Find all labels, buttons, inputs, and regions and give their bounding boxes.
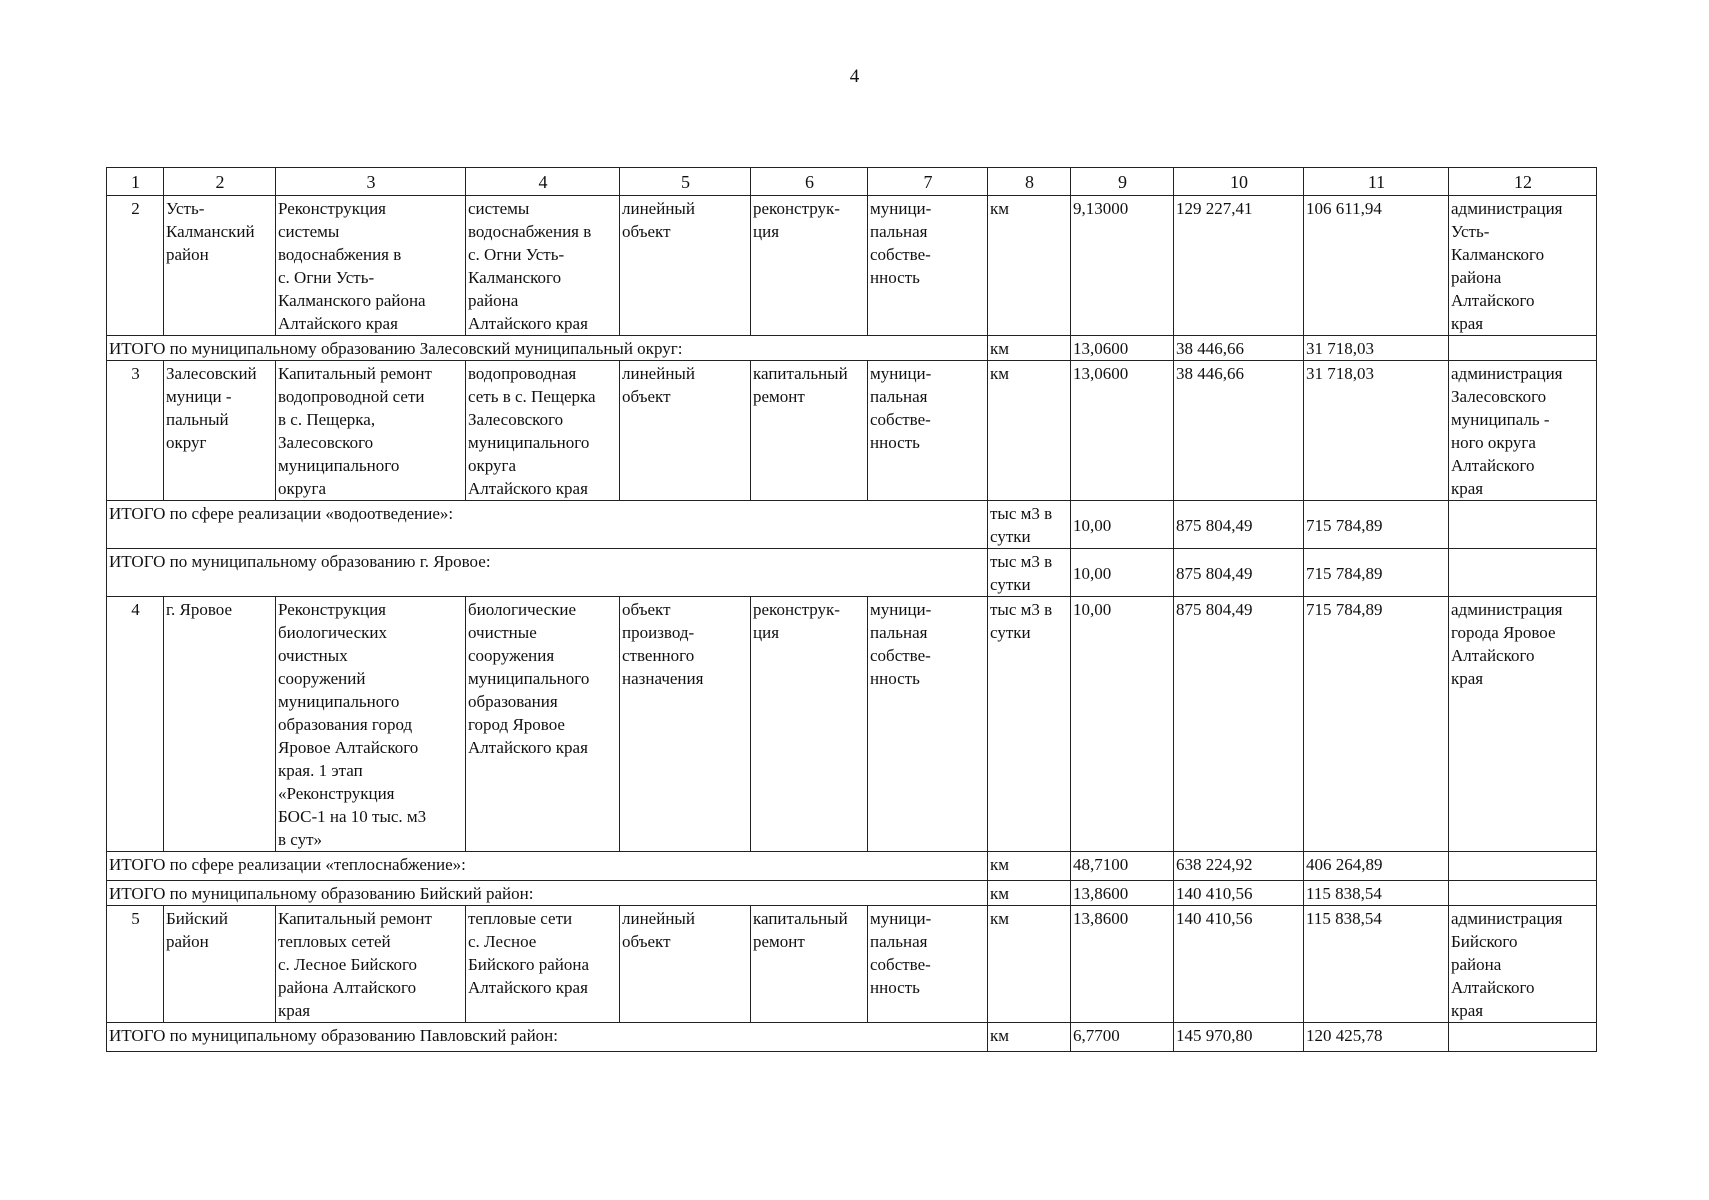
- funding-cell: 115 838,54: [1304, 906, 1449, 1023]
- unit-cell: тыс м3 в сутки: [988, 501, 1071, 549]
- total-cost-cell: 145 970,80: [1174, 1023, 1304, 1052]
- unit-cell: км: [988, 852, 1071, 881]
- total-cost-cell: 140 410,56: [1174, 881, 1304, 906]
- work-type-cell: реконструк- ция: [751, 196, 868, 336]
- total-row: [107, 1023, 1597, 1052]
- capacity-cell: 13,0600: [1071, 336, 1174, 361]
- ownership-cell: муници- пальная собстве- нность: [868, 361, 988, 501]
- work-type-cell: капитальный ремонт: [751, 361, 868, 501]
- capacity-cell: 10,00: [1071, 597, 1174, 852]
- header-cell: 6: [751, 168, 868, 196]
- capacity-cell: 13,0600: [1071, 361, 1174, 501]
- funding-cell: 715 784,89: [1304, 597, 1449, 852]
- total-cost-cell: 38 446,66: [1174, 361, 1304, 501]
- row-number-cell: 3: [107, 361, 164, 501]
- municipality-cell: Залесовский муници - пальный округ: [164, 361, 276, 501]
- unit-cell: км: [988, 361, 1071, 501]
- customer-cell: [1449, 501, 1597, 549]
- total-label-cell: ИТОГО по муниципальному образованию Павловский район:: [107, 1023, 988, 1052]
- customer-cell: [1449, 881, 1597, 906]
- ownership-cell: муници- пальная собстве- нность: [868, 196, 988, 336]
- object-cell: водопроводная сеть в с. Пещерка Залесовского муниципального округа Алтайского края: [466, 361, 620, 501]
- object-type-cell: линейный объект: [620, 906, 751, 1023]
- capacity-cell: 10,00: [1071, 501, 1174, 549]
- customer-cell: [1449, 1023, 1597, 1052]
- header-cell: 9: [1071, 168, 1174, 196]
- header-cell: 11: [1304, 168, 1449, 196]
- funding-cell: 120 425,78: [1304, 1023, 1449, 1052]
- project-name-cell: Реконструкция биологических очистных сооружений муниципального образования город Яровое Алтайского края. 1 этап «Реконструкция БОС-1 на 10 тыс. м3 в сут»: [276, 597, 466, 852]
- funding-cell: 406 264,89: [1304, 852, 1449, 881]
- table-header-row: [107, 168, 1597, 196]
- object-type-cell: линейный объект: [620, 361, 751, 501]
- capacity-cell: 13,8600: [1071, 906, 1174, 1023]
- capacity-cell: 10,00: [1071, 549, 1174, 597]
- total-cost-cell: 875 804,49: [1174, 549, 1304, 597]
- header-cell: 1: [107, 168, 164, 196]
- customer-cell: [1449, 336, 1597, 361]
- total-label-cell: ИТОГО по муниципальному образованию г. Яровое:: [107, 549, 988, 597]
- total-row: [107, 549, 1597, 597]
- total-row: [107, 336, 1597, 361]
- table-row: [107, 361, 1597, 501]
- row-number-cell: 4: [107, 597, 164, 852]
- total-cost-cell: 38 446,66: [1174, 336, 1304, 361]
- data-table: [106, 167, 1597, 1052]
- header-cell: 3: [276, 168, 466, 196]
- customer-cell: администрация Залесовского муниципаль - ного округа Алтайского края: [1449, 361, 1597, 501]
- customer-cell: администрация города Яровое Алтайского края: [1449, 597, 1597, 852]
- unit-cell: км: [988, 196, 1071, 336]
- funding-cell: 106 611,94: [1304, 196, 1449, 336]
- unit-cell: км: [988, 906, 1071, 1023]
- total-cost-cell: 638 224,92: [1174, 852, 1304, 881]
- project-name-cell: Капитальный ремонт тепловых сетей с. Лесное Бийского района Алтайского края: [276, 906, 466, 1023]
- capacity-cell: 13,8600: [1071, 881, 1174, 906]
- header-cell: 8: [988, 168, 1071, 196]
- header-cell: 7: [868, 168, 988, 196]
- funding-cell: 31 718,03: [1304, 336, 1449, 361]
- unit-cell: км: [988, 336, 1071, 361]
- object-cell: системы водоснабжения в с. Огни Усть- Калманского района Алтайского края: [466, 196, 620, 336]
- project-name-cell: Капитальный ремонт водопроводной сети в с. Пещерка, Залесовского муниципального округа: [276, 361, 466, 501]
- ownership-cell: муници- пальная собстве- нность: [868, 597, 988, 852]
- funding-cell: 715 784,89: [1304, 549, 1449, 597]
- funding-cell: 31 718,03: [1304, 361, 1449, 501]
- total-cost-cell: 875 804,49: [1174, 501, 1304, 549]
- table-row: [107, 196, 1597, 336]
- total-cost-cell: 875 804,49: [1174, 597, 1304, 852]
- total-label-cell: ИТОГО по муниципальному образованию Залесовский муниципальный округ:: [107, 336, 988, 361]
- unit-cell: км: [988, 1023, 1071, 1052]
- funding-cell: 115 838,54: [1304, 881, 1449, 906]
- unit-cell: км: [988, 881, 1071, 906]
- capacity-cell: 6,7700: [1071, 1023, 1174, 1052]
- total-row: [107, 501, 1597, 549]
- object-type-cell: объект производ- ственного назначения: [620, 597, 751, 852]
- municipality-cell: Бийский район: [164, 906, 276, 1023]
- header-cell: 2: [164, 168, 276, 196]
- header-cell: 12: [1449, 168, 1597, 196]
- total-label-cell: ИТОГО по муниципальному образованию Бийский район:: [107, 881, 988, 906]
- table-row: [107, 906, 1597, 1023]
- capacity-cell: 9,13000: [1071, 196, 1174, 336]
- total-label-cell: ИТОГО по сфере реализации «теплоснабжение»:: [107, 852, 988, 881]
- customer-cell: администрация Бийского района Алтайского края: [1449, 906, 1597, 1023]
- total-cost-cell: 129 227,41: [1174, 196, 1304, 336]
- ownership-cell: муници- пальная собстве- нность: [868, 906, 988, 1023]
- project-name-cell: Реконструкция системы водоснабжения в с. Огни Усть- Калманского района Алтайского края: [276, 196, 466, 336]
- total-cost-cell: 140 410,56: [1174, 906, 1304, 1023]
- object-type-cell: линейный объект: [620, 196, 751, 336]
- header-cell: 4: [466, 168, 620, 196]
- total-row: [107, 852, 1597, 881]
- funding-cell: 715 784,89: [1304, 501, 1449, 549]
- page-number: 4: [849, 66, 860, 87]
- customer-cell: администрация Усть- Калманского района Алтайского края: [1449, 196, 1597, 336]
- object-cell: биологические очистные сооружения муниципального образования город Яровое Алтайского края: [466, 597, 620, 852]
- header-cell: 10: [1174, 168, 1304, 196]
- total-row: [107, 881, 1597, 906]
- row-number-cell: 2: [107, 196, 164, 336]
- object-cell: тепловые сети с. Лесное Бийского района Алтайского края: [466, 906, 620, 1023]
- total-label-cell: ИТОГО по сфере реализации «водоотведение»:: [107, 501, 988, 549]
- capacity-cell: 48,7100: [1071, 852, 1174, 881]
- work-type-cell: капитальный ремонт: [751, 906, 868, 1023]
- row-number-cell: 5: [107, 906, 164, 1023]
- customer-cell: [1449, 549, 1597, 597]
- header-cell: 5: [620, 168, 751, 196]
- municipality-cell: г. Яровое: [164, 597, 276, 852]
- municipality-cell: Усть- Калманский район: [164, 196, 276, 336]
- unit-cell: тыс м3 в сутки: [988, 597, 1071, 852]
- table-row: [107, 597, 1597, 852]
- work-type-cell: реконструк- ция: [751, 597, 868, 852]
- unit-cell: тыс м3 в сутки: [988, 549, 1071, 597]
- customer-cell: [1449, 852, 1597, 881]
